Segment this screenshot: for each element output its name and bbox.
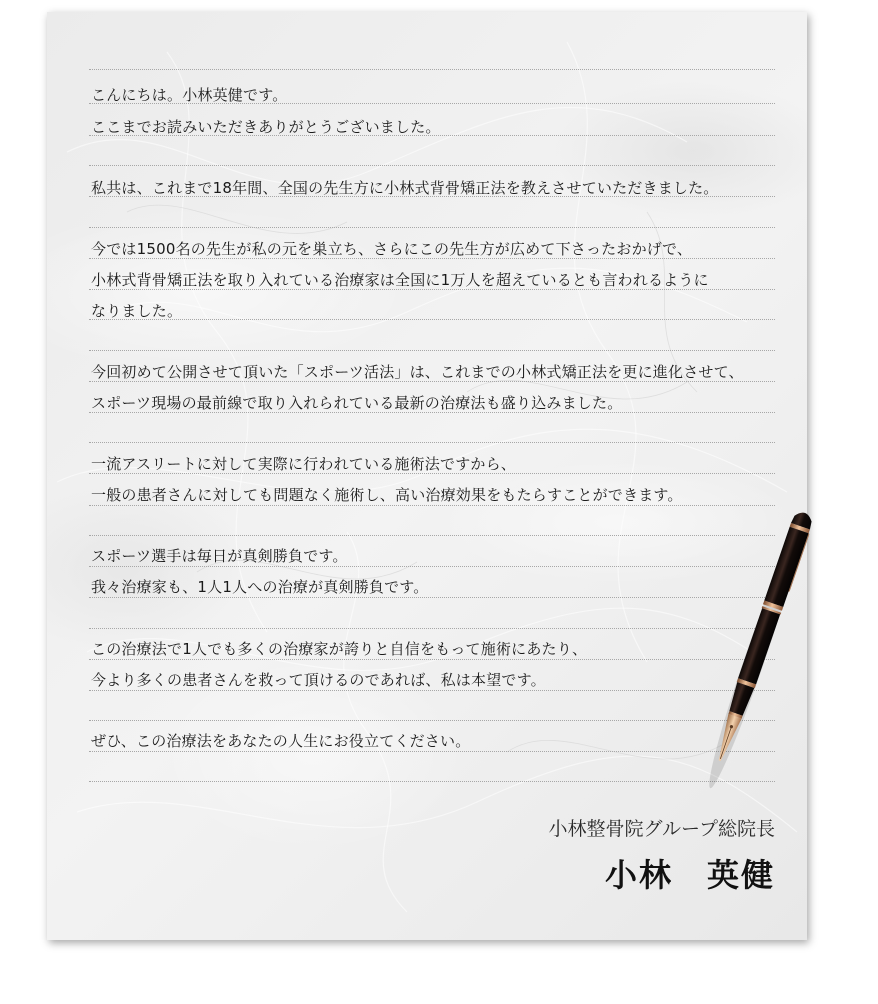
ruled-line (89, 659, 775, 660)
ruled-line (89, 165, 775, 166)
letter-line: この治療法で1人でも多くの治療家が誇りと自信をもって施術にあたり、 (91, 640, 588, 658)
letter-line: ぜひ、この治療法をあなたの人生にお役立てください。 (91, 732, 471, 750)
letter-line: なりました。 (91, 302, 183, 320)
paper-fiber-texture (47, 12, 807, 940)
letter-line: スポーツ選手は毎日が真剣勝負です。 (91, 547, 348, 565)
ruled-line (89, 69, 775, 70)
letter-line: 小林式背骨矯正法を取り入れている治療家は全国に1万人を超えているとも言われるように (91, 271, 709, 289)
letter-line: 我々治療家も、1人1人への治療が真剣勝負です。 (91, 578, 429, 596)
ruled-line (89, 628, 775, 629)
letter-line: こんにちは。小林英健です。 (91, 86, 288, 104)
ruled-line (89, 690, 775, 691)
ruled-line (89, 442, 775, 443)
ruled-line (89, 781, 775, 782)
ruled-line (89, 319, 775, 320)
ruled-line (89, 566, 775, 567)
letter-line: 今より多くの患者さんを救って頂けるのであれば、私は本望です。 (91, 671, 546, 689)
ruled-line (89, 350, 775, 351)
letter-line: 私共は、これまで18年間、全国の先生方に小林式背骨矯正法を教えさせていただきました。 (91, 179, 719, 197)
letter-line: 今回初めて公開させて頂いた「スポーツ活法」は、これまでの小林式矯正法を更に進化させて、 (91, 363, 744, 381)
letter-line: 一流アスリートに対して実際に行われている施術法ですから、 (91, 455, 517, 473)
letter-line: 一般の患者さんに対しても問題なく施術し、高い治療効果をもたらすことができます。 (91, 486, 683, 504)
signature-name: 小林 英健 (604, 856, 775, 894)
ruled-line (89, 535, 775, 536)
letter-line: 今では1500名の先生が私の元を巣立ち、さらにこの先生方が広めて下さったおかげで、 (91, 240, 693, 258)
ruled-line (89, 505, 775, 506)
letter-paper (47, 12, 807, 940)
ruled-line (89, 720, 775, 721)
signature-title: 小林整骨院グループ総院長 (548, 818, 775, 840)
fountain-pen-icon (680, 505, 830, 795)
letter-line: スポーツ現場の最前線で取り入れられている最新の治療法も盛り込みました。 (91, 394, 623, 412)
ruled-line (89, 227, 775, 228)
ruled-line (89, 597, 775, 598)
letter-line: ここまでお読みいただきありがとうございました。 (91, 118, 441, 136)
ruled-line (89, 751, 775, 752)
